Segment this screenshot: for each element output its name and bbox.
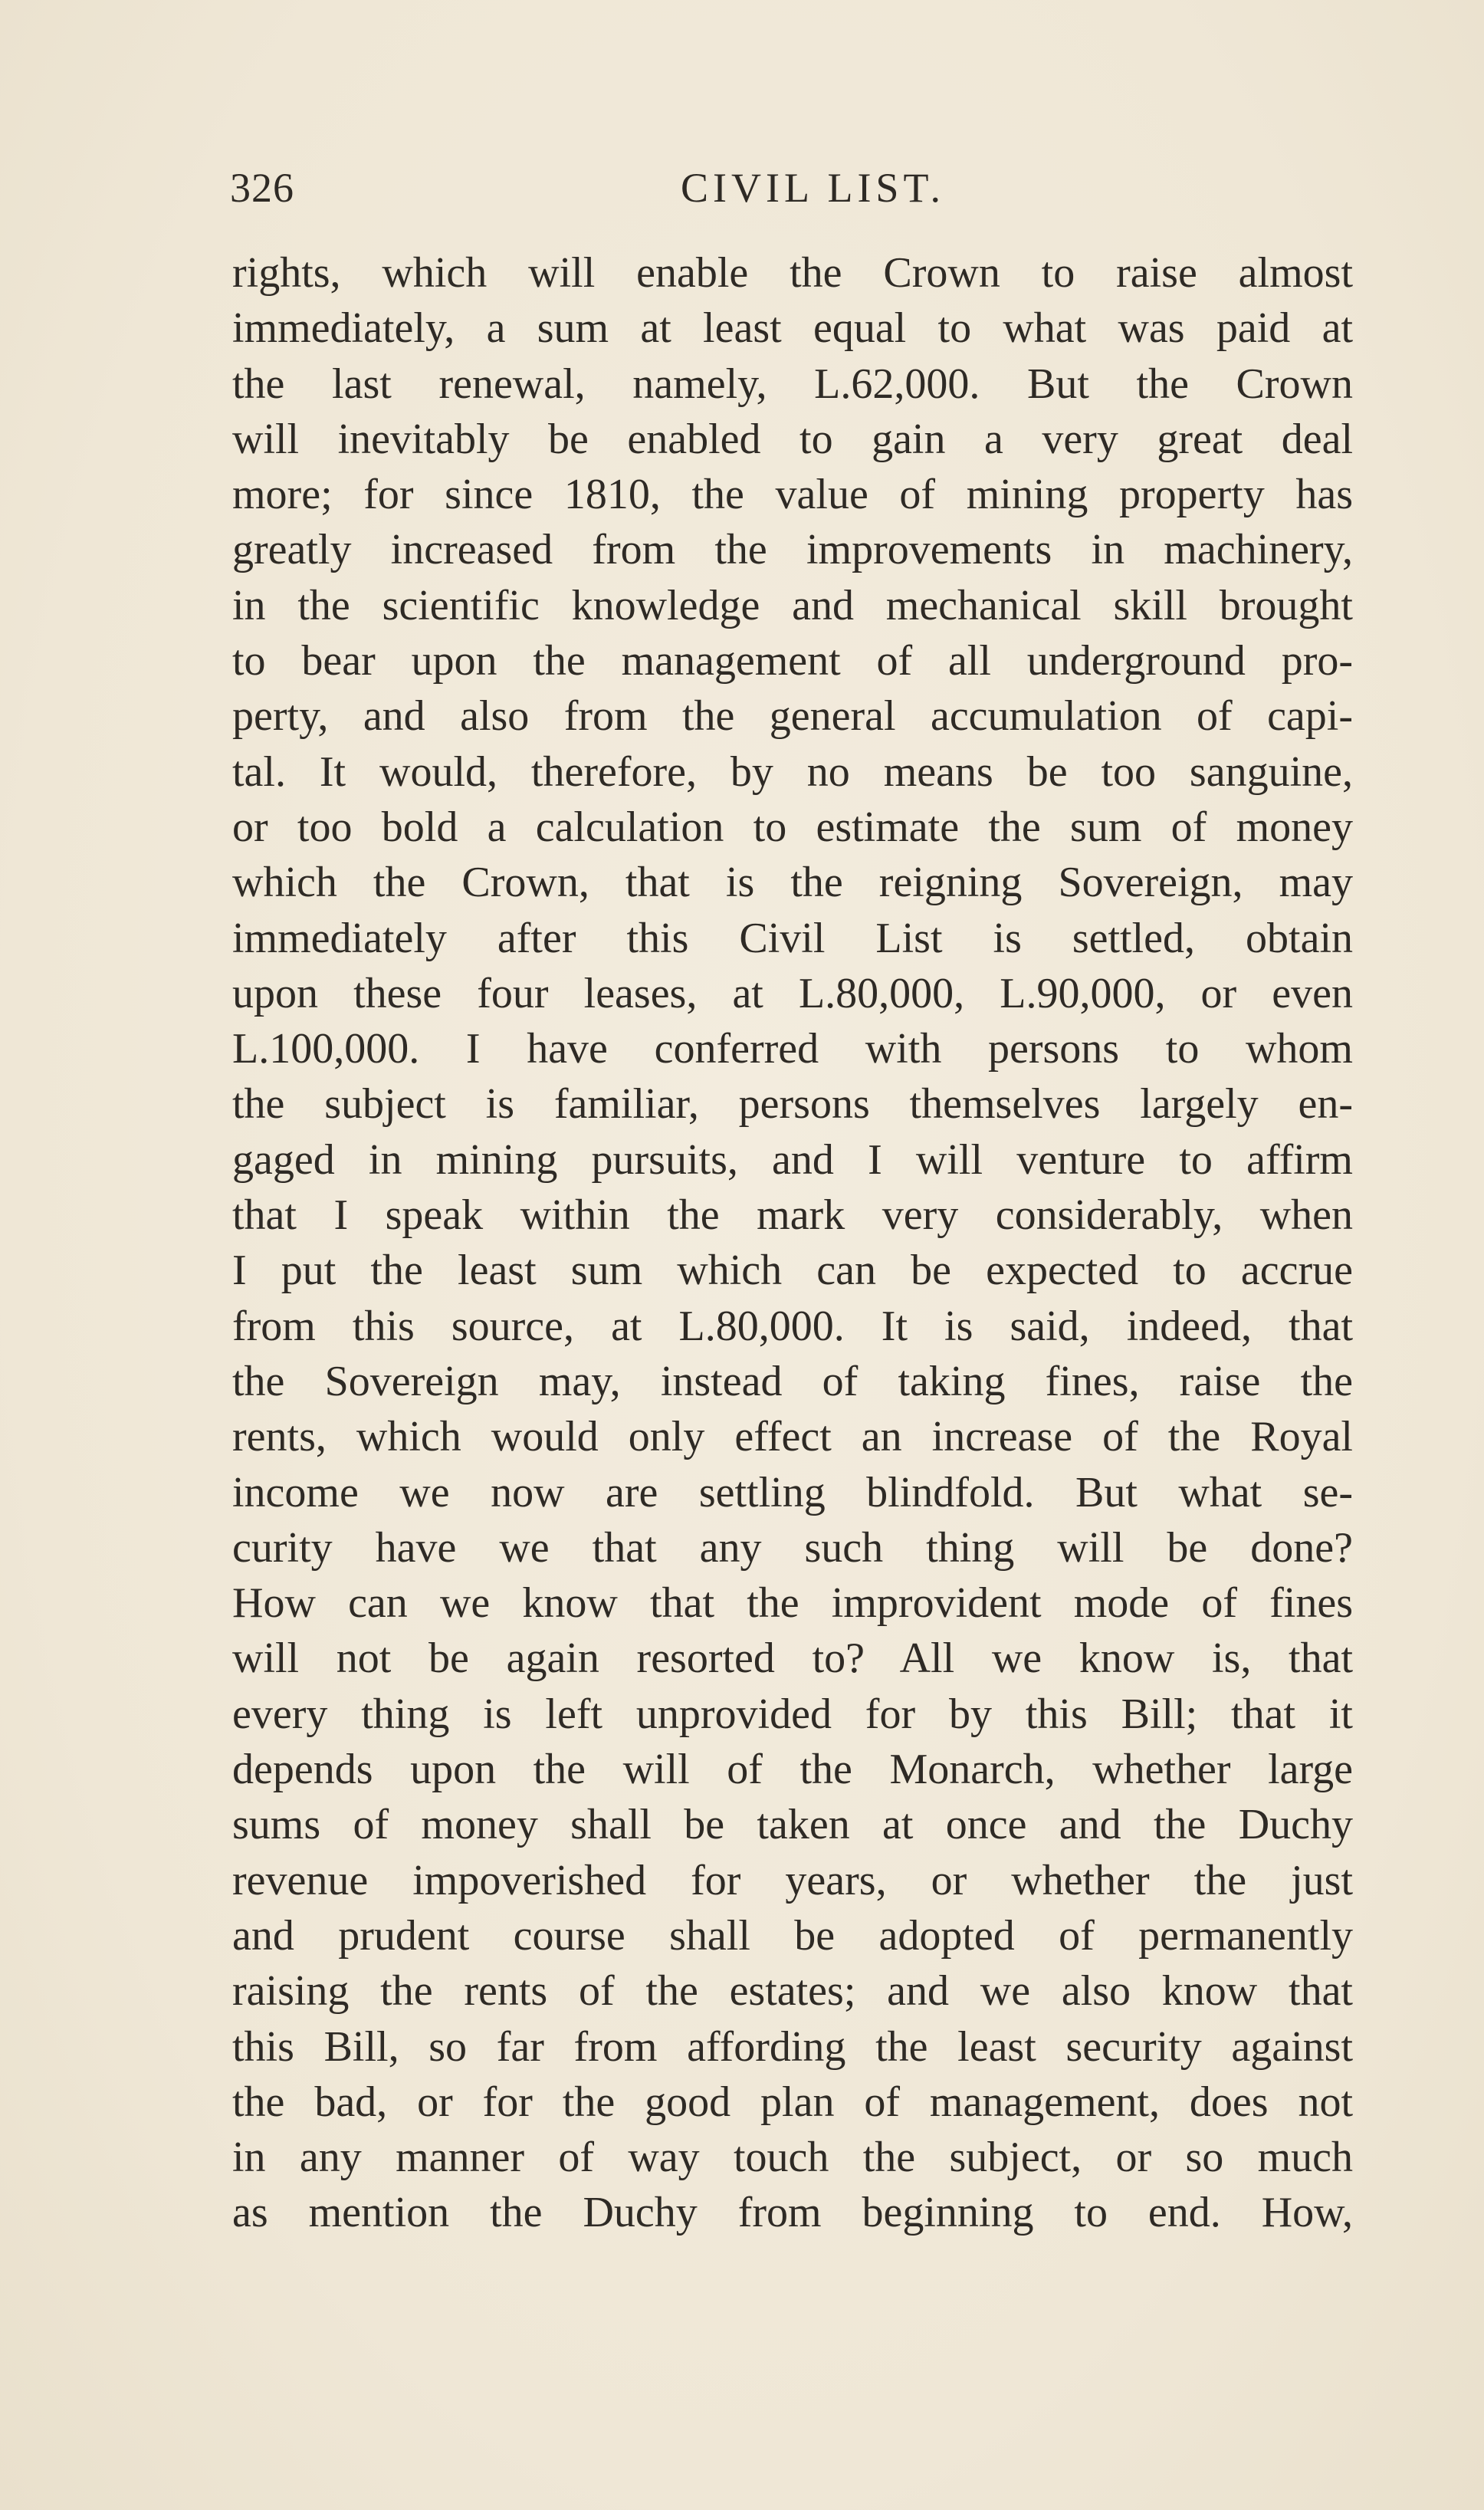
text-line: or too bold a calculation to estimate the sum of money [232,803,1353,851]
text-line: rents, which would only effect an increase of the Royal [232,1413,1353,1461]
text-line: the subject is familiar, persons themselves largely en- [232,1080,1353,1129]
text-line: depends upon the will of the Monarch, whether large [232,1746,1353,1794]
body-text [232,245,1353,2241]
text-line: the Sovereign may, instead of taking fines, raise the [232,1357,1353,1405]
text-line: this Bill, so far from affording the least security against [232,2022,1353,2071]
text-line: in the scientific knowledge and mechanical skill brought [232,581,1353,629]
text-line: rights, which will enable the Crown to raise almost [232,249,1353,297]
text-line: L.100,000. I have conferred with persons to whom [232,1025,1353,1073]
text-line: I put the least sum which can be expected to accrue [232,1247,1353,1295]
text-line: immediately after this Civil List is settled, obtain [232,914,1353,962]
text-line: sums of money shall be taken at once and the Duchy [232,1801,1353,1849]
text-line: that I speak within the mark very considerably, when [232,1191,1353,1240]
text-line: every thing is left unprovided for by this Bill; that it [232,1690,1353,1738]
text-line: gaged in mining pursuits, and I will venture to affirm [232,1135,1353,1184]
text-line: income we now are settling blindfold. But what se- [232,1468,1353,1516]
text-line: in any manner of way touch the subject, or so much [232,2134,1353,2182]
text-line: to bear upon the management of all underground pro- [232,637,1353,685]
text-line: tal. It would, therefore, by no means be too sanguine, [232,747,1353,796]
text-line: immediately, a sum at least equal to what was paid at [232,304,1353,353]
text-line: will not be again resorted to? All we know is, that [232,1634,1353,1683]
text-line: more; for since 1810, the value of mining property has [232,471,1353,519]
text-line: greatly increased from the improvements in machinery, [232,526,1353,574]
text-line: the bad, or for the good plan of management, does not [232,2078,1353,2126]
text-line: perty, and also from the general accumulation of capi- [232,692,1353,741]
text-line: which the Crown, that is the reigning Sovereign, may [232,859,1353,907]
text-line: raising the rents of the estates; and we also know that [232,1967,1353,2016]
text-line: and prudent course shall be adopted of permanently [232,1911,1353,1960]
text-line: from this source, at L.80,000. It is said, indeed, that [232,1302,1353,1350]
text-line: the last renewal, namely, L.62,000. But the Crown [232,360,1353,408]
text-line: will inevitably be enabled to gain a very great deal [232,415,1353,463]
running-title: CIVIL LIST. [681,165,945,211]
text-line: revenue impoverished for years, or whether the just [232,1856,1353,1904]
text-line: curity have we that any such thing will be done? [232,1523,1353,1572]
text-line: How can we know that the improvident mode of fines [232,1579,1353,1628]
page-number: 326 [230,165,294,211]
text-line: as mention the Duchy from beginning to end. How, [232,2189,1353,2237]
running-head [230,164,1357,218]
text-line: upon these four leases, at L.80,000, L.90,000, or even [232,969,1353,1017]
